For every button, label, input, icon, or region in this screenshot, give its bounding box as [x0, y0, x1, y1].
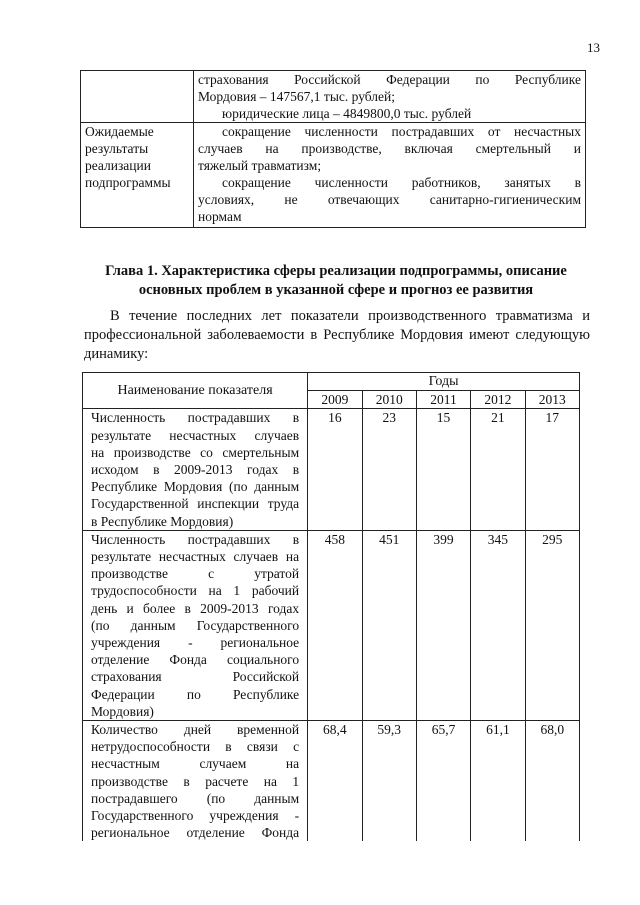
text-line: Количество дней временной — [91, 722, 300, 738]
intro-paragraph — [84, 307, 590, 364]
year-header: 2009 — [308, 391, 362, 409]
value-cell: 345 — [471, 530, 525, 720]
text-line: случаев на производстве, включая смертельный и — [198, 141, 581, 156]
intro-text: В течение последних лет показатели производственного травматизма и профессиональной заболеваемости в Республике Мордовия имеют следующую динамику: — [84, 308, 590, 362]
text-line: нормам — [198, 209, 242, 224]
value-cell: 68,0 — [525, 721, 579, 842]
text-line: страхования Российской — [91, 669, 300, 685]
table-cell — [81, 123, 194, 228]
text-line: подпрограммы — [85, 175, 171, 190]
value-cell: 23 — [362, 409, 416, 530]
year-header: 2013 — [525, 391, 579, 409]
indicator-label — [83, 409, 308, 530]
text-line: производстве с утратой — [91, 566, 300, 582]
text-line: Государственной инспекции труда — [91, 496, 300, 512]
text-line: условиях, не отвечающих санитарно-гигиеническим — [198, 192, 581, 207]
text-line: результате несчастных случаев — [91, 427, 300, 443]
heading-line: Глава 1. Характеристика сферы реализации подпрограммы, описание — [105, 263, 567, 279]
year-header: 2012 — [471, 391, 525, 409]
text-line: трудоспособности на 1 рабочий — [91, 583, 300, 599]
text-line: Федерации по Республике — [91, 686, 300, 702]
text-line: региональное отделение Фонда — [91, 825, 300, 841]
indicator-label — [83, 530, 308, 720]
text-line: отделение Фонда социального — [91, 652, 300, 668]
table-cell — [81, 71, 194, 123]
table-cell — [194, 123, 586, 228]
table-row — [83, 409, 580, 530]
indicator-label — [83, 721, 308, 842]
table-row — [81, 71, 586, 123]
value-cell: 59,3 — [362, 721, 416, 842]
text-line: Численность пострадавших в — [91, 531, 300, 547]
value-cell: 15 — [416, 409, 470, 530]
text-line: производстве в расчете на 1 — [91, 773, 300, 789]
text-line: день и более в 2009-2013 годах — [91, 600, 300, 616]
text-line: исходом в 2009-2013 годах в — [91, 462, 300, 478]
value-cell: 399 — [416, 530, 470, 720]
table-row — [81, 123, 586, 228]
text-line: страхования Российской Федерации по Республике — [198, 72, 581, 87]
program-summary-table — [80, 70, 586, 228]
text-line: (по данным Государственного — [91, 617, 300, 633]
value-cell: 295 — [525, 530, 579, 720]
value-cell: 451 — [362, 530, 416, 720]
value-cell: 458 — [308, 530, 362, 720]
value-cell: 68,4 — [308, 721, 362, 842]
text-line: в Республике Мордовия) — [91, 513, 234, 529]
text-line: сокращение численности работников, занятых в — [222, 175, 581, 190]
text-line: тяжелый травматизм; — [198, 158, 322, 173]
chapter-heading — [60, 262, 612, 300]
text-line: результате несчастных случаев на — [91, 549, 300, 565]
text-line: на производстве со смертельным — [91, 444, 300, 460]
year-header: 2011 — [416, 391, 470, 409]
table-header-row — [83, 373, 580, 391]
value-cell: 21 — [471, 409, 525, 530]
table-row — [83, 721, 580, 842]
text-line: нетрудоспособности в связи с — [91, 739, 300, 755]
value-cell: 17 — [525, 409, 579, 530]
table-row — [83, 530, 580, 720]
text-line: сокращение численности пострадавших от несчастных — [222, 124, 581, 139]
text-line: результаты — [85, 141, 149, 156]
value-cell: 65,7 — [416, 721, 470, 842]
indicators-table — [82, 372, 580, 841]
value-cell: 16 — [308, 409, 362, 530]
text-line: Ожидаемые — [85, 124, 154, 139]
text-line: учреждения - региональное — [91, 635, 300, 651]
text-line: пострадавшего (по данным — [91, 790, 300, 806]
years-column-header: Годы — [308, 373, 580, 391]
text-line: Государственного учреждения - — [91, 808, 300, 824]
text-line: несчастным случаем на — [91, 756, 300, 772]
text-line: Численность пострадавших в — [91, 410, 300, 426]
text-line: реализации — [85, 158, 151, 173]
text-line: юридические лица – 4849800,0 тыс. рублей — [222, 106, 472, 121]
text-line: Мордовия – 147567,1 тыс. рублей; — [198, 89, 396, 104]
text-line: Республике Мордовия (по данным — [91, 479, 300, 495]
heading-line: основных проблем в указанной сфере и прогноз ее развития — [138, 282, 534, 298]
page-number: 13 — [587, 40, 600, 55]
table-cell — [194, 71, 586, 123]
value-cell: 61,1 — [471, 721, 525, 842]
name-column-header: Наименование показателя — [83, 373, 308, 409]
year-header: 2010 — [362, 391, 416, 409]
text-line: Мордовия) — [91, 703, 154, 719]
